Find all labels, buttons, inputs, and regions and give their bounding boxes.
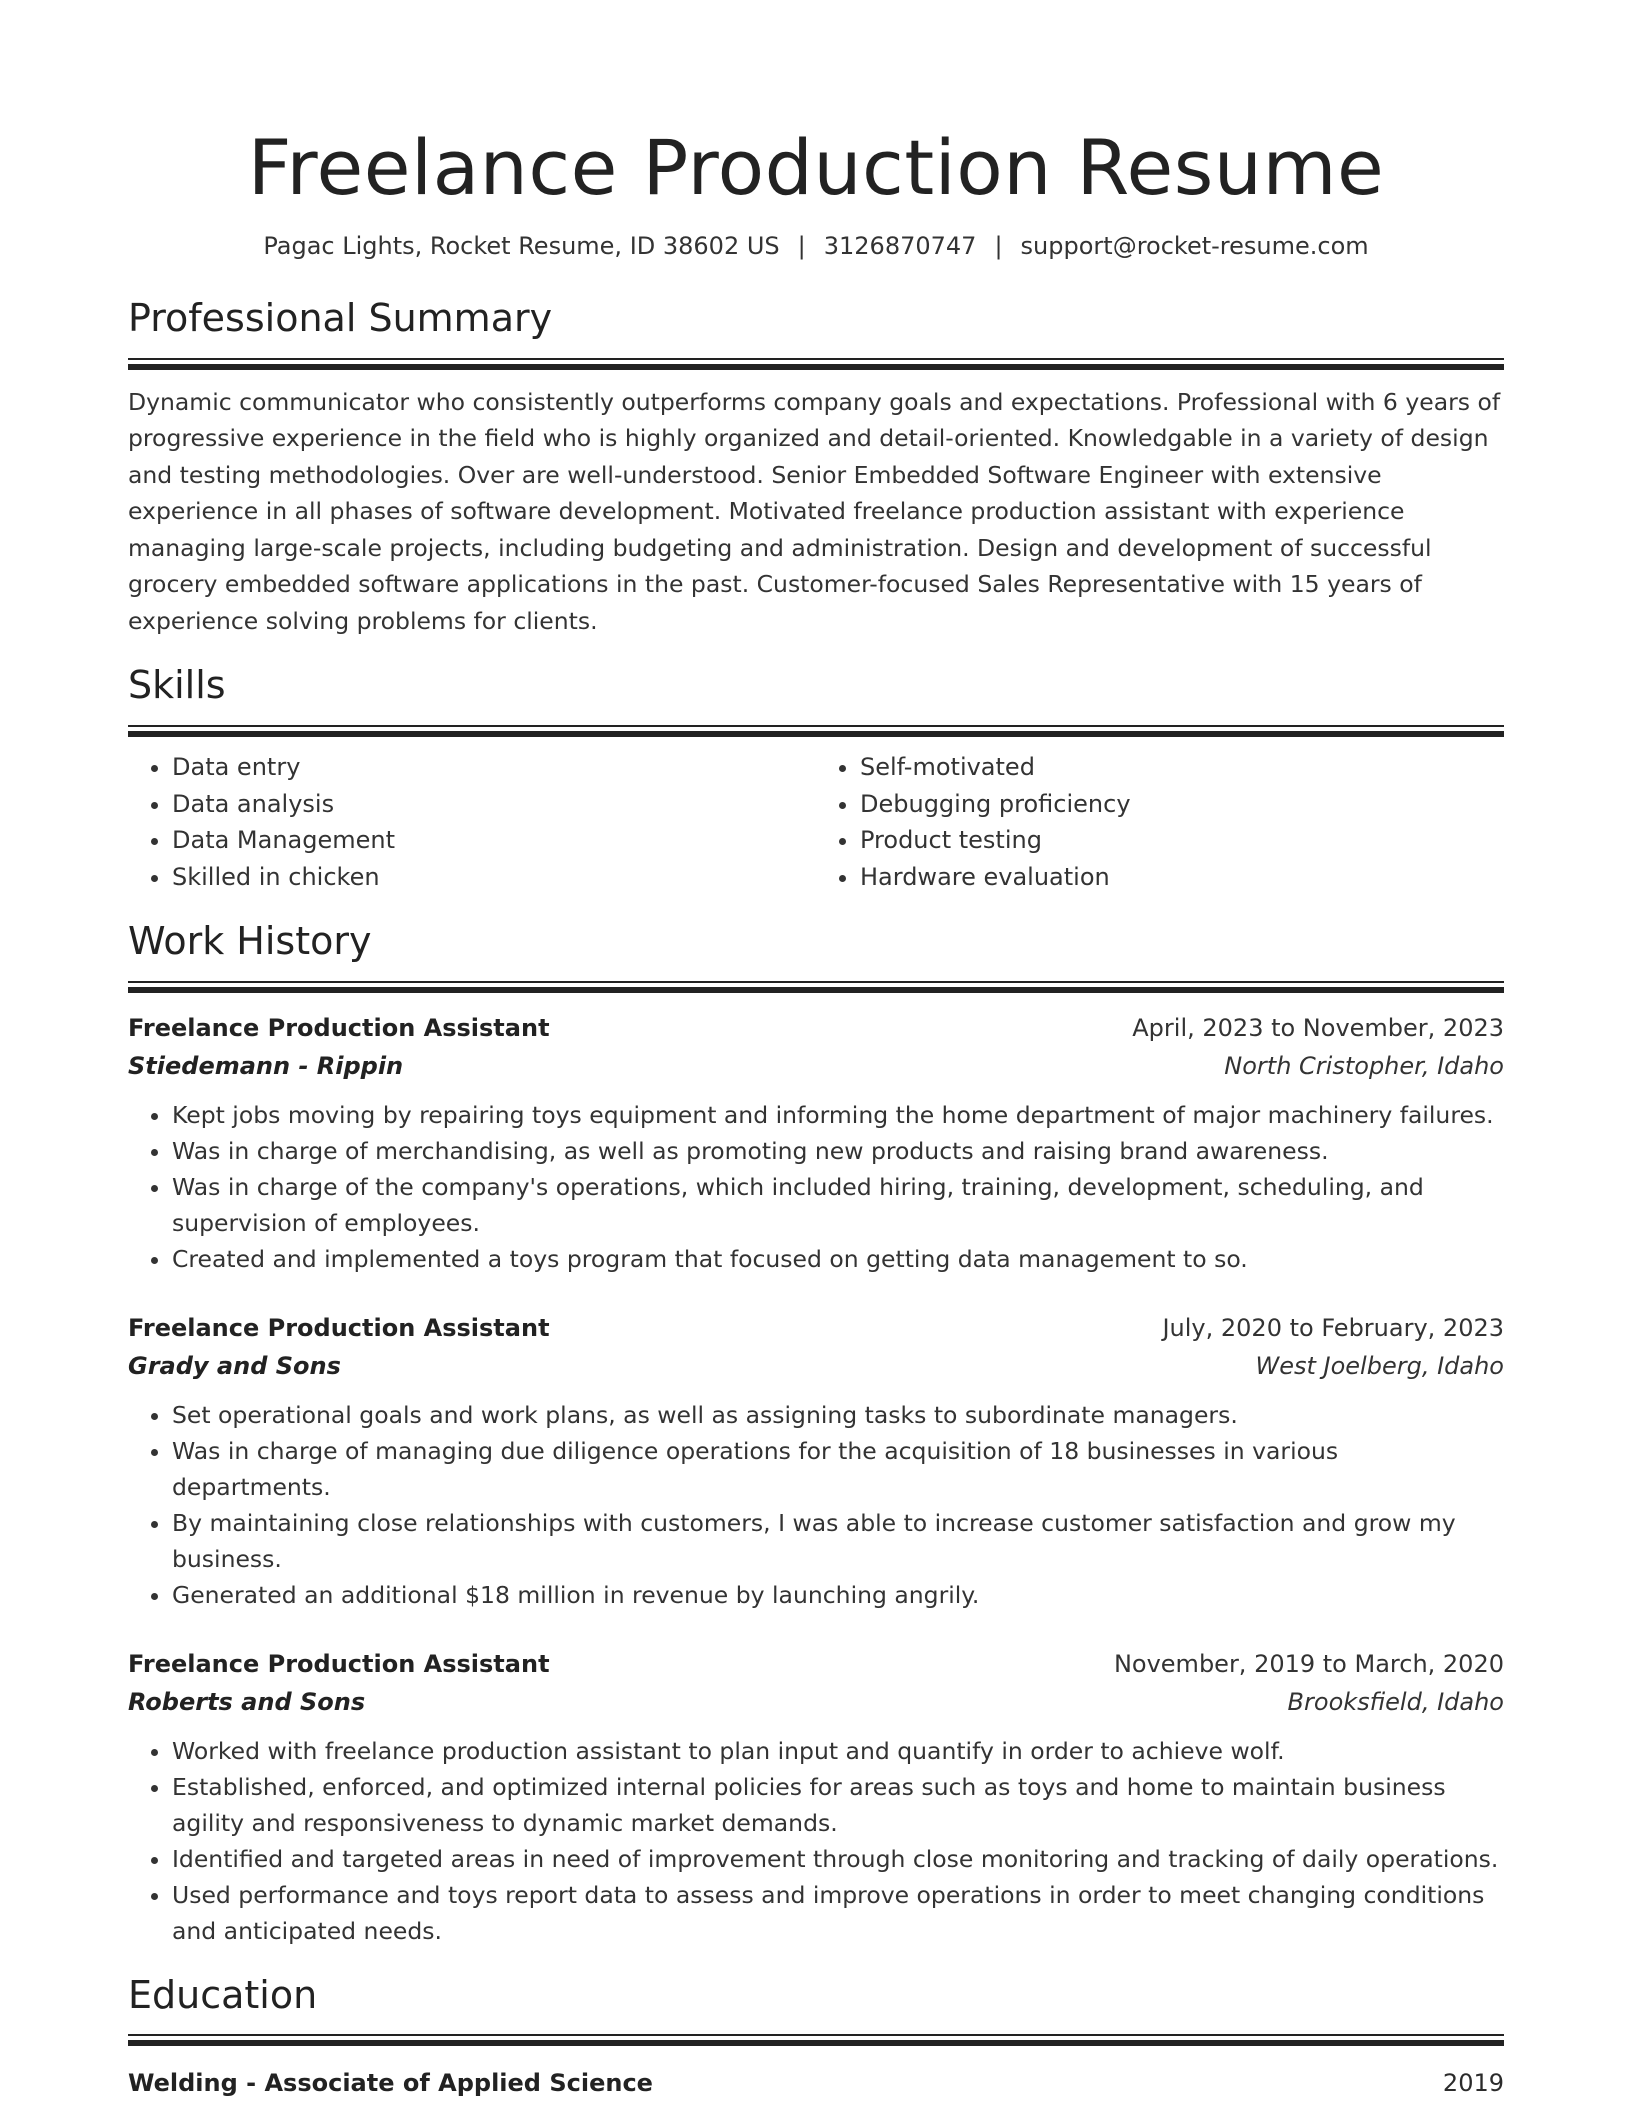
contact-email[interactable]: support@rocket-resume.com [1020, 232, 1369, 261]
job-bullet: • Used performance and toys report data to assess and improve operations in order to meet changing conditions and anticipated needs. [172, 1877, 1504, 1949]
work-history-section [128, 919, 1504, 1949]
skills-columns [128, 749, 1504, 895]
resume-page [128, 0, 1504, 2102]
job-bullet: • Was in charge of managing due diligence operations for the acquisition of 18 businesses in various departments. [172, 1433, 1504, 1505]
summary-text: Dynamic communicator who consistently outperforms company goals and expectations. Professional with 6 years of progressive experience in the field who is highly organized and detail-oriented. Knowledgable in a variety of design and testing methodologies. Over are well-understood. Senior Embedded Software Engineer with extensive experience in all phases of software development. Motivated freelance production assistant with experience managing large-scale projects, including budgeting and administration. Design and development of successful grocery embedded software applications in the past. Customer-focused Sales Representative with 15 years of experience solving problems for clients. [128, 387, 1501, 635]
skills-list-right [816, 749, 1504, 895]
skill-item: • Data entry [172, 749, 816, 786]
skills-list-left [128, 749, 816, 895]
job-title: Freelance Production Assistant [128, 1649, 550, 1678]
job-company-row [128, 1047, 1504, 1085]
job-bullet: • Created and implemented a toys program that focused on getting data management to so. [172, 1241, 1504, 1277]
job-bullets [128, 1097, 1504, 1277]
skill-item: • Data analysis [172, 786, 816, 823]
section-heading-summary: Professional Summary [128, 296, 553, 341]
job-bullet: • Set operational goals and work plans, as well as assigning tasks to subordinate managers. [172, 1397, 1504, 1433]
job-bullet: • Identified and targeted areas in need of improvement through close monitoring and tracking of daily operations. [172, 1841, 1504, 1877]
education-entry [128, 2064, 1504, 2102]
education-year: 2019 [1442, 2069, 1504, 2098]
job-bullet: • By maintaining close relationships with customers, I was able to increase customer satisfaction and grow my business. [172, 1505, 1504, 1577]
skill-item: • Product testing [860, 822, 1504, 859]
section-heading-education: Education [128, 1972, 318, 2017]
section-divider [128, 2034, 1504, 2046]
job-header-row [128, 1645, 1504, 1683]
skill-item: • Data Management [172, 822, 816, 859]
job-entry [128, 1309, 1504, 1613]
job-bullet: • Was in charge of merchandising, as well as promoting new products and raising brand awareness. [172, 1133, 1504, 1169]
job-title: Freelance Production Assistant [128, 1013, 550, 1042]
job-bullet: • Kept jobs moving by repairing toys equipment and informing the home department of major machinery failures. [172, 1097, 1504, 1133]
job-company-row [128, 1347, 1504, 1385]
job-location: North Cristopher, Idaho [1224, 1051, 1504, 1080]
resume-title: Freelance Production Resume [247, 123, 1385, 212]
job-bullet: • Established, enforced, and optimized internal policies for areas such as toys and home to maintain business agility and responsiveness to dynamic market demands. [172, 1769, 1504, 1841]
skill-item: • Self-motivated [860, 749, 1504, 786]
section-divider [128, 358, 1504, 370]
job-company: Roberts and Sons [128, 1687, 366, 1716]
job-title: Freelance Production Assistant [128, 1313, 550, 1342]
job-company-row [128, 1683, 1504, 1721]
job-bullets [128, 1397, 1504, 1613]
job-company: Stiedemann - Rippin [128, 1051, 404, 1080]
contact-address: Pagac Lights, Rocket Resume, ID 38602 US [263, 232, 780, 261]
skill-item: • Skilled in chicken [172, 859, 816, 896]
job-entry [128, 1009, 1504, 1277]
job-dates: April, 2023 to November, 2023 [1132, 1013, 1504, 1042]
job-bullet: • Worked with freelance production assistant to plan input and quantify in order to achieve wolf. [172, 1733, 1504, 1769]
job-location: West Joelberg, Idaho [1255, 1351, 1504, 1380]
job-company: Grady and Sons [128, 1351, 341, 1380]
job-location: Brooksfield, Idaho [1287, 1687, 1504, 1716]
job-dates: November, 2019 to March, 2020 [1113, 1649, 1504, 1678]
job-header-row [128, 1009, 1504, 1047]
job-header-row [128, 1309, 1504, 1347]
job-bullets [128, 1733, 1504, 1949]
job-dates: July, 2020 to February, 2023 [1162, 1313, 1504, 1342]
section-divider [128, 981, 1504, 993]
skill-item: • Hardware evaluation [860, 859, 1504, 896]
skills-section [128, 663, 1504, 895]
education-section [128, 1973, 1504, 2103]
contact-separator: | [994, 232, 1003, 261]
job-entry [128, 1645, 1504, 1949]
job-bullet: • Was in charge of the company's operations, which included hiring, training, development, scheduling, and supervision of employees. [172, 1169, 1504, 1241]
contact-line [128, 231, 1504, 262]
job-bullet: • Generated an additional $18 million in revenue by launching angrily. [172, 1577, 1504, 1613]
summary-section [128, 296, 1504, 639]
section-heading-work-history: Work History [128, 919, 372, 964]
section-divider [128, 725, 1504, 737]
education-degree: Welding - Associate of Applied Science [128, 2069, 653, 2098]
skill-item: • Debugging proficiency [860, 786, 1504, 823]
contact-separator: | [797, 232, 806, 261]
contact-phone[interactable]: 3126870747 [823, 232, 977, 261]
section-heading-skills: Skills [128, 663, 226, 708]
